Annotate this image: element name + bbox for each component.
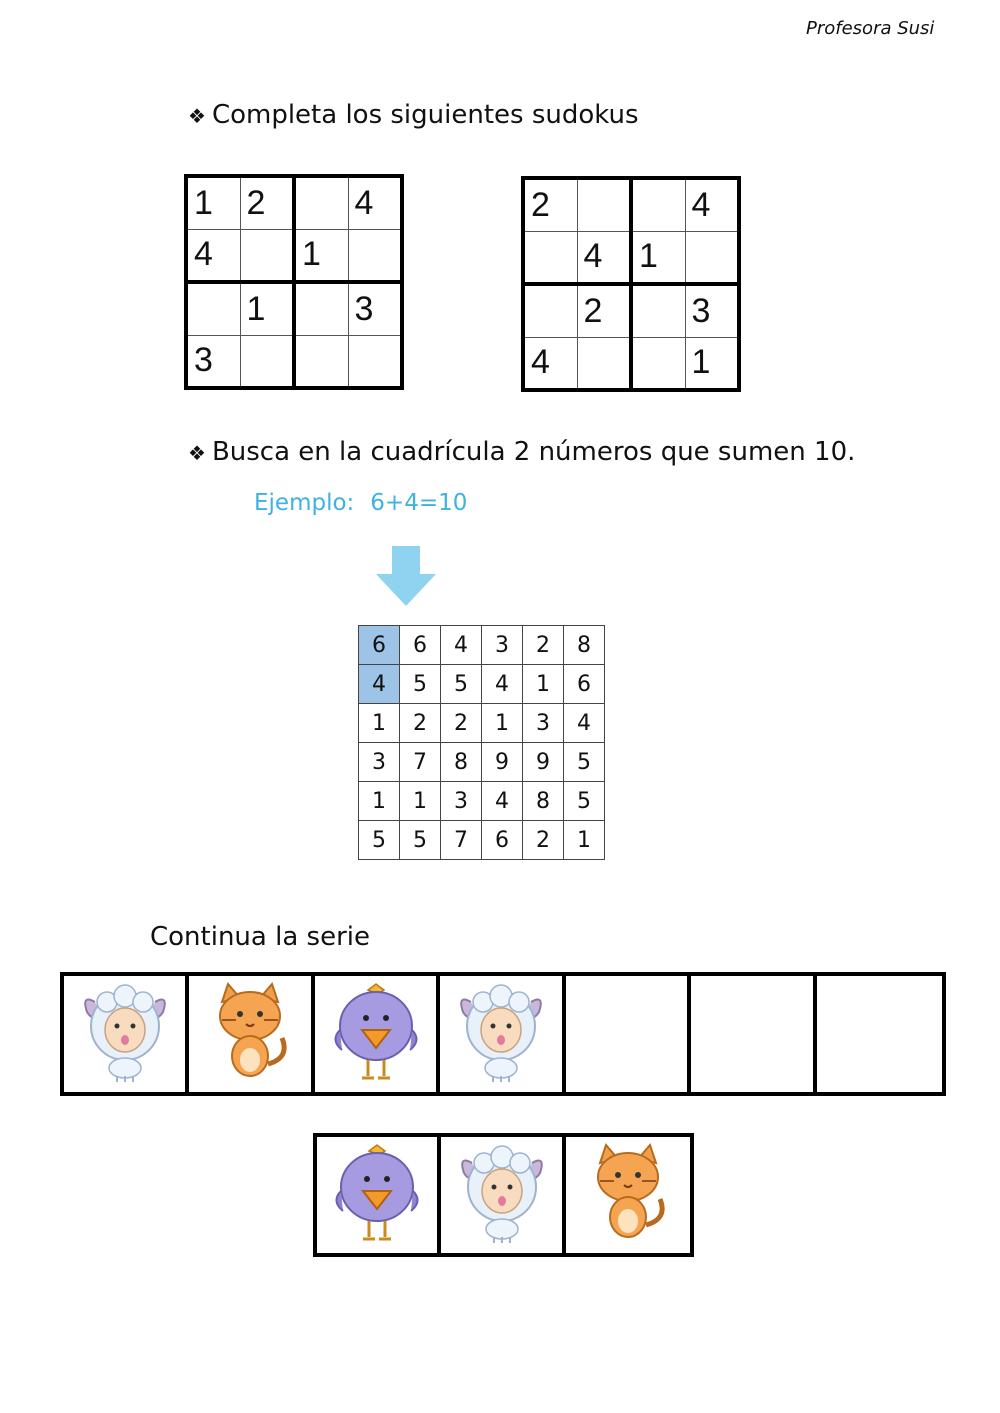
number-cell[interactable]: 5: [400, 821, 441, 860]
number-cell[interactable]: 3: [441, 782, 482, 821]
series-cell-sheep[interactable]: [441, 1137, 565, 1253]
cat-icon: [580, 1141, 676, 1249]
sudoku-cell: 3: [685, 284, 739, 337]
series-cell-cat[interactable]: [189, 976, 314, 1092]
options-row: [313, 1133, 694, 1257]
number-cell[interactable]: 5: [564, 743, 605, 782]
number-cell[interactable]: 5: [359, 821, 400, 860]
sudoku-cell: 1: [685, 337, 739, 390]
sudoku-cell: 4: [523, 337, 577, 390]
number-cell[interactable]: 4: [482, 665, 523, 704]
author-name: Profesora Susi: [806, 18, 935, 39]
sheep-icon: [454, 1141, 550, 1249]
sudoku-empty-cell[interactable]: [631, 337, 685, 390]
example-equation: 6+4=10: [370, 490, 468, 516]
sudoku-empty-cell[interactable]: [685, 231, 739, 284]
sudoku-cell: 4: [348, 176, 402, 229]
number-cell[interactable]: 3: [523, 704, 564, 743]
sudoku-empty-cell[interactable]: [240, 229, 294, 282]
sudoku-cell: 1: [240, 282, 294, 335]
sudoku-cell: 3: [348, 282, 402, 335]
number-cell[interactable]: 6: [359, 626, 400, 665]
sheep-icon: [453, 980, 549, 1088]
sudoku-empty-cell[interactable]: [348, 335, 402, 388]
sudoku-cell: 1: [631, 231, 685, 284]
number-cell[interactable]: 5: [564, 782, 605, 821]
sum-heading: [188, 437, 855, 467]
number-cell[interactable]: 8: [523, 782, 564, 821]
sum-heading-text: Busca en la cuadrícula 2 números que sumen 10.: [211, 437, 856, 467]
number-cell[interactable]: 7: [400, 743, 441, 782]
sudoku-empty-cell[interactable]: [348, 229, 402, 282]
sudoku-grid-2: [521, 176, 741, 392]
sudoku-cell: 1: [186, 176, 240, 229]
number-cell[interactable]: 9: [523, 743, 564, 782]
number-cell[interactable]: 4: [441, 626, 482, 665]
number-cell[interactable]: 1: [482, 704, 523, 743]
sudoku-cell: 1: [294, 229, 348, 282]
example-line: [254, 490, 467, 516]
bird-icon: [329, 1141, 425, 1249]
sudoku-cell: 2: [240, 176, 294, 229]
number-cell[interactable]: 6: [564, 665, 605, 704]
sudoku-empty-cell[interactable]: [523, 231, 577, 284]
sudoku-empty-cell[interactable]: [523, 284, 577, 337]
sudoku-cell: 4: [577, 231, 631, 284]
number-cell[interactable]: 1: [523, 665, 564, 704]
number-cell[interactable]: 9: [482, 743, 523, 782]
sudoku-grid-1: [184, 174, 404, 390]
number-cell[interactable]: 6: [482, 821, 523, 860]
number-cell[interactable]: 4: [359, 665, 400, 704]
number-cell[interactable]: 1: [400, 782, 441, 821]
series-row: [60, 972, 946, 1096]
sudoku-cell: 4: [685, 178, 739, 231]
number-cell[interactable]: 1: [359, 782, 400, 821]
number-cell[interactable]: 7: [441, 821, 482, 860]
sudoku-heading-text: Completa los siguientes sudokus: [211, 100, 639, 130]
sudoku-empty-cell[interactable]: [577, 178, 631, 231]
number-cell[interactable]: 4: [564, 704, 605, 743]
series-empty-cell[interactable]: [817, 976, 942, 1092]
series-cell-bird[interactable]: [317, 1137, 441, 1253]
number-cell[interactable]: 4: [482, 782, 523, 821]
sudoku-heading: [188, 100, 639, 130]
bird-icon: [328, 980, 424, 1088]
sudoku-cell: 4: [186, 229, 240, 282]
bullet-icon: ❖: [188, 441, 206, 465]
number-cell[interactable]: 1: [359, 704, 400, 743]
series-cell-sheep[interactable]: [64, 976, 189, 1092]
number-cell[interactable]: 5: [400, 665, 441, 704]
sudoku-empty-cell[interactable]: [294, 176, 348, 229]
sudoku-cell: 2: [523, 178, 577, 231]
number-cell[interactable]: 8: [441, 743, 482, 782]
sudoku-empty-cell[interactable]: [631, 178, 685, 231]
bullet-icon: ❖: [188, 104, 206, 128]
number-cell[interactable]: 3: [482, 626, 523, 665]
series-heading: Continua la serie: [150, 922, 370, 952]
sudoku-empty-cell[interactable]: [186, 282, 240, 335]
series-cell-sheep[interactable]: [440, 976, 565, 1092]
number-grid: [358, 625, 605, 860]
series-cell-cat[interactable]: [566, 1137, 690, 1253]
number-cell[interactable]: 2: [523, 626, 564, 665]
sudoku-empty-cell[interactable]: [294, 282, 348, 335]
number-cell[interactable]: 3: [359, 743, 400, 782]
sudoku-cell: 2: [577, 284, 631, 337]
cat-icon: [202, 980, 298, 1088]
number-cell[interactable]: 2: [441, 704, 482, 743]
number-cell[interactable]: 6: [400, 626, 441, 665]
down-arrow-icon: [376, 546, 436, 606]
series-empty-cell[interactable]: [566, 976, 691, 1092]
number-cell[interactable]: 2: [523, 821, 564, 860]
sudoku-cell: 3: [186, 335, 240, 388]
example-label: Ejemplo:: [254, 490, 355, 516]
number-cell[interactable]: 1: [564, 821, 605, 860]
sudoku-empty-cell[interactable]: [577, 337, 631, 390]
sheep-icon: [77, 980, 173, 1088]
number-cell[interactable]: 5: [441, 665, 482, 704]
series-cell-bird[interactable]: [315, 976, 440, 1092]
sudoku-empty-cell[interactable]: [294, 335, 348, 388]
sudoku-empty-cell[interactable]: [240, 335, 294, 388]
number-cell[interactable]: 2: [400, 704, 441, 743]
number-cell[interactable]: 8: [564, 626, 605, 665]
sudoku-empty-cell[interactable]: [631, 284, 685, 337]
series-empty-cell[interactable]: [691, 976, 816, 1092]
